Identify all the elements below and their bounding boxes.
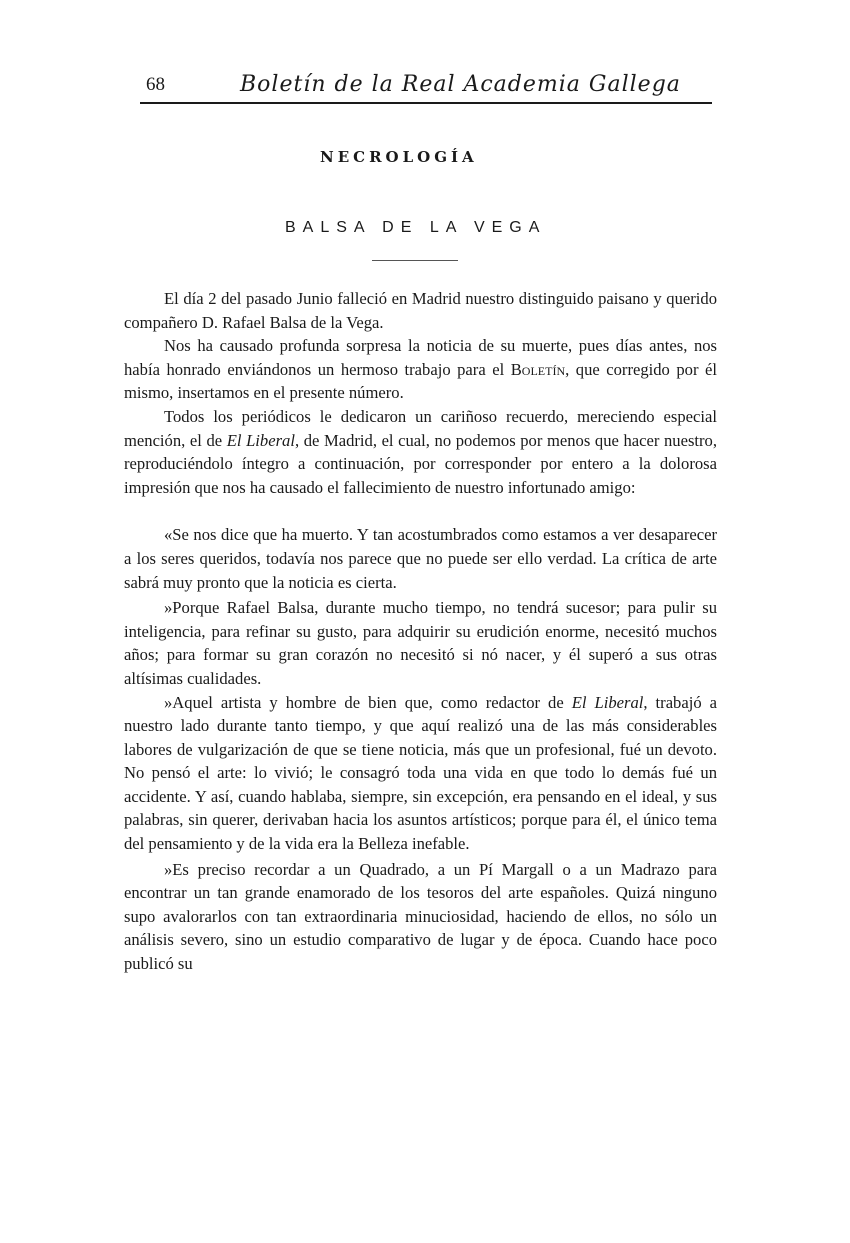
el-liberal-reference: El Liberal xyxy=(226,430,295,450)
paragraph-3-text-b: , de Madrid, el cual, no podemos por menos que hacer nuestro, reproduciéndolo íntegro a continuación, por corresponder por entero a la dolorosa impresión que nos ha causado el fallecimiento de nuestro infortunado amigo: xyxy=(124,430,717,497)
paragraph-7: »Es preciso recordar a un Quadrado, a un Pí Margall o a un Madrazo para encontrar un tan grande enamorado de los tesoros del arte españoles. Quizá ninguno supo avalorarlos con tan extraordinaria minuciosidad, haciendo de ellos, no sólo un análisis severo, sino un estudio comparativo de lugar y de época. Cuando hace poco publicó su xyxy=(124,859,717,974)
paragraph-6-text-a: »Aquel artista y hombre de bien que, como redactor de xyxy=(164,692,572,712)
el-liberal-reference-2: El Liberal xyxy=(571,692,644,712)
journal-title: Boletín de la Real Academia Gallega xyxy=(240,72,681,97)
paragraph-3 xyxy=(124,405,717,499)
paragraph-2-text-b: , que corregido por él mismo, insertamos en el presente número. xyxy=(124,359,717,403)
paragraph-2 xyxy=(124,334,717,405)
page-number: 68 xyxy=(146,74,165,95)
boletin-reference: Boletín xyxy=(510,359,566,379)
paragraph-4: «Se nos dice que ha muerto. Y tan acostumbrados como estamos a ver desaparecer a los seres queridos, todavía nos parece que no puede ser ello verdad. La crítica de arte sabrá muy pronto que la noticia es cierta. xyxy=(124,525,717,592)
title-rule xyxy=(372,260,458,261)
paragraph-6 xyxy=(124,691,717,856)
running-head xyxy=(140,72,712,104)
paragraph-6-text-b: , trabajó a nuestro lado durante tanto tiempo, y que aquí realizó una de las más considerables labores de vulgarización de que se tiene noticia, más que un profesional, fué un devoto. No pensó el arte: lo vivió; le consagró toda una vida en que todo lo demás fué un accidente. Y así, cuando hablaba, siempre, sin excepción, era pensando en el ideal, y sus palabras, sin querer, derivaban hacia los asuntos artísticos; porque para él, el único tema del pensamiento y de la vida era la Belleza inefable. xyxy=(124,692,718,854)
paragraph-5: »Porque Rafael Balsa, durante mucho tiempo, no tendrá sucesor; para pulir su inteligencia, para refinar su gusto, para adquirir su erudición enorme, necesitó muchos años; para formar su gran corazón no necesitó si nó nacer, y él superó a sus otras altísimas cualidades. xyxy=(124,598,717,688)
section-title: NECROLOGÍA xyxy=(320,148,478,166)
article-body xyxy=(124,287,717,976)
paragraph-1: El día 2 del pasado Junio falleció en Madrid nuestro distinguido paisano y querido compañero D. Rafael Balsa de la Vega. xyxy=(124,289,717,332)
article-title: BALSA DE LA VEGA xyxy=(285,219,547,236)
paragraph-3-text-a: Todos los periódicos le dedicaron un cariñoso recuerdo, mereciendo especial mención, el de xyxy=(124,406,717,450)
paragraph-2-text-a: Nos ha causado profunda sorpresa la noticia de su muerte, pues días antes, nos había honrado enviándonos un hermoso trabajo para el xyxy=(124,336,717,379)
